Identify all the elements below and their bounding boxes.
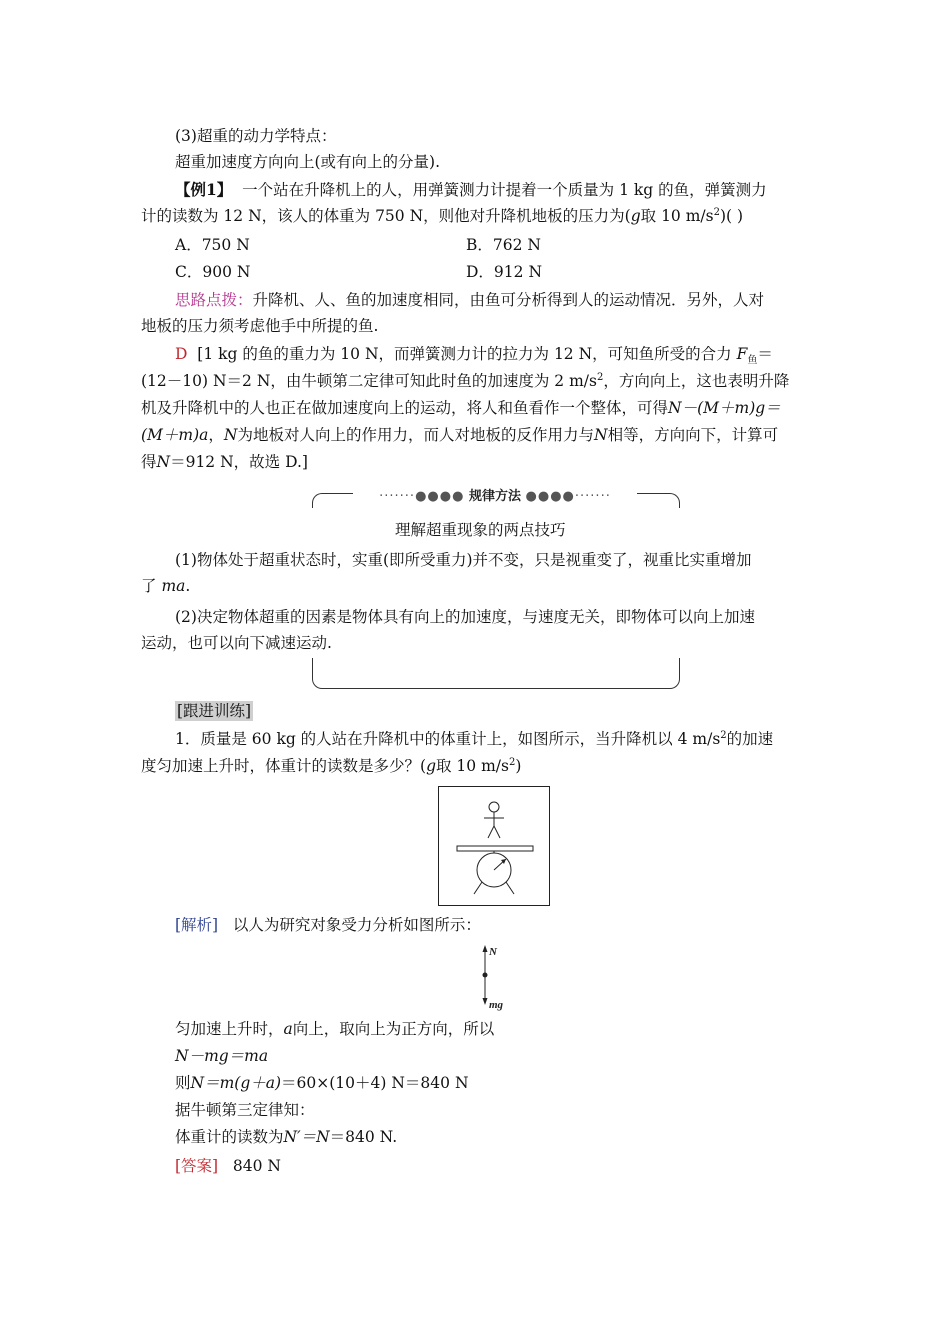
example-stem-line1 [175, 180, 767, 200]
solution-line3 [141, 398, 781, 418]
dots-decoration: ●●●●······· [525, 489, 611, 504]
superscript: 2 [720, 729, 727, 741]
var-N: N [594, 426, 608, 444]
method-p1-line2 [141, 576, 190, 596]
method-p1-line1: (1)物体处于超重状态时，实重(即所受重力)并不变，只是视重变了，视重比实重增加 [175, 551, 752, 569]
equation: N′＝N [283, 1128, 330, 1146]
var-g: g [630, 207, 641, 225]
analysis-text: 以人为研究对象受力分析如图所示： [232, 916, 481, 934]
period: . [185, 577, 191, 595]
var-N: N [156, 453, 171, 471]
option-b: B．762 N [466, 236, 541, 254]
method-text: 了 [141, 577, 157, 595]
analysis-text: ＝840 N. [329, 1128, 398, 1146]
answer-tag: [答案] [175, 1157, 219, 1175]
stem-text: 取 10 m/s [640, 207, 714, 225]
section-body: 超重加速度方向向上(或有向上的分量). [175, 153, 441, 171]
answer-value: 840 N [232, 1157, 281, 1175]
option-c: C．900 N [175, 263, 251, 281]
answer-letter: D [175, 345, 188, 363]
analysis-text: ＝60×(10＋4) N＝840 N [281, 1074, 469, 1092]
example-tag: 【例1】 [175, 180, 233, 199]
answer-blank: )( ) [719, 207, 744, 225]
analysis-equation: N－mg＝ma [175, 1047, 269, 1065]
question1-line1 [175, 729, 773, 749]
example-stem-line2 [141, 206, 743, 226]
analysis-line [175, 915, 481, 935]
solution-text: (12－10) N＝2 N，由牛顿第二定律可知此时鱼的加速度为 2 m/s [141, 372, 597, 390]
stem-text: 计的读数为 12 N，该人的体重为 750 N，则他对升降机地板的压力为( [141, 207, 631, 225]
answer-line [175, 1156, 281, 1176]
question-text: 取 10 m/s [436, 757, 509, 775]
practice-tag: [跟进训练] [177, 702, 252, 720]
example-stem-text: 一个站在升降机上的人，用弹簧测力计提着一个质量为 1 kg 的鱼，弹簧测力 [242, 181, 767, 199]
question-text: 的加速 [726, 730, 774, 748]
hint-line2: 地板的压力须考虑他手中所提的鱼. [141, 317, 379, 335]
method-p2-line2: 运动，也可以向下减速运动. [141, 634, 332, 652]
solution-line4 [141, 425, 778, 445]
solution-text: 得 [141, 453, 157, 471]
force-diagram [478, 942, 518, 1012]
solution-text: ＝912 N，故选 D.] [170, 453, 308, 471]
equation: N＝m(g＋a) [190, 1074, 282, 1092]
force-N-label: N [489, 946, 497, 958]
solution-text: 机及升降机中的人也正在做加速度向上的运动，将人和鱼看作一个整体，可得 [141, 399, 669, 417]
solution-line5 [141, 452, 308, 472]
comma: ， [208, 426, 224, 444]
analysis-text: 体重计的读数为 [175, 1128, 284, 1146]
solution-text: 相等，方向向下，计算可 [607, 426, 779, 444]
solution-text: ，方向向上，这也表明升降 [603, 372, 790, 390]
analysis-step5 [175, 1127, 397, 1147]
dots-decoration: ·······●●●● [379, 489, 465, 504]
hint-line1 [175, 290, 764, 310]
option-a: A．750 N [175, 236, 250, 254]
subscript: 鱼 [747, 355, 758, 367]
question-text: 1．质量是 60 kg 的人站在升降机中的体重计上，如图所示，当升降机以 4 m/s [175, 730, 721, 748]
question-text: 度匀加速上升时，体重计的读数是多少？( [141, 757, 427, 775]
analysis-tag: [解析] [175, 916, 219, 934]
superscript: 2 [596, 371, 604, 383]
solution-text: 为地板对人向上的作用力，而人对地板的反作用力与 [237, 426, 594, 444]
solution-line2 [141, 371, 789, 391]
hint-label: 思路点拨： [175, 291, 253, 309]
equals: ＝ [757, 345, 773, 363]
force-mg-label: mg [489, 999, 504, 1011]
question1-line2 [141, 756, 521, 776]
var-N: N [223, 426, 238, 444]
analysis-text: 则 [175, 1074, 191, 1092]
var-g: g [426, 757, 436, 775]
question-text: ) [515, 757, 522, 775]
analysis-step3 [175, 1073, 469, 1093]
equation: (M＋m)a [141, 426, 209, 444]
section-heading: (3)超重的动力学特点： [175, 127, 337, 145]
var-ma: ma [161, 577, 186, 595]
method-box-badge [353, 485, 637, 509]
analysis-step1 [175, 1019, 494, 1039]
option-d: D．912 N [466, 263, 543, 281]
solution-line1 [175, 344, 773, 367]
superscript: 2 [713, 206, 720, 218]
solution-text: [1 kg 的鱼的重力为 10 N，而弹簧测力计的拉力为 12 N，可知鱼所受的合力 [197, 345, 732, 363]
method-subtitle: 理解超重现象的两点技巧 [395, 521, 566, 539]
elevator-figure [438, 786, 550, 906]
equation: N－(M＋m)g＝ [668, 399, 781, 417]
method-box-bottom [312, 658, 680, 689]
analysis-text: 向上，取向上为正方向，所以 [292, 1020, 495, 1038]
hint-text: 升降机、人、鱼的加速度相同，由鱼可分析得到人的运动情况．另外，人对 [252, 291, 765, 309]
method-p2-line1: (2)决定物体超重的因素是物体具有向上的加速度，与速度无关，即物体可以向上加速 [175, 608, 755, 626]
var-a: a [283, 1020, 293, 1038]
method-badge-text: 规律方法 [468, 489, 521, 504]
superscript: 2 [508, 756, 516, 768]
analysis-text: 匀加速上升时， [175, 1020, 284, 1038]
var-F: F [736, 345, 748, 363]
analysis-step4: 据牛顿第三定律知： [175, 1101, 315, 1119]
